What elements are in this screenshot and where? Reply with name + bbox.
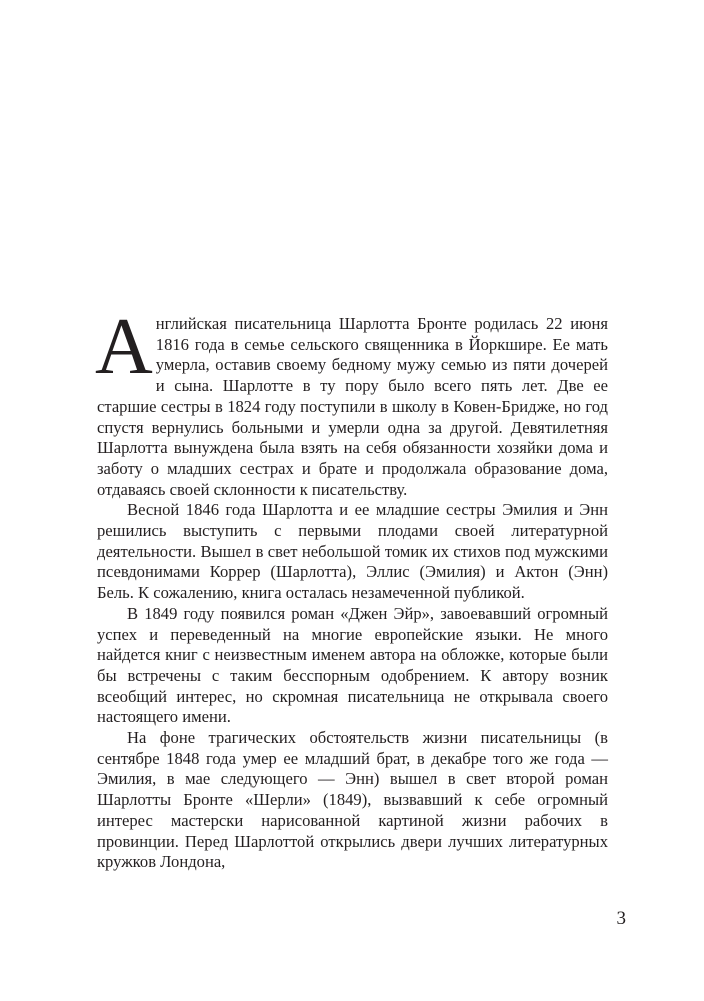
paragraph-1	[95, 303, 608, 500]
paragraph-2: Весной 1846 года Шарлотта и ее младшие сестры Эмилия и Энн решились выступить с первыми плодами своей литературной деятельности. Вышел в свет небольшой томик их стихов под мужскими псевдонимами Коррер (Шарлотта), Эллис (Эмилия) и Актон (Энн) Бель. К сожалению, книга осталась незамеченной публикой.	[97, 500, 608, 603]
page-number: 3	[616, 908, 626, 929]
paragraph-4: На фоне трагических обстоятельств жизни писательницы (в сентябре 1848 года умер ее младший брат, в декабре того же года — Эмилия, в мае следующего — Энн) вышел в свет второй роман Шарлотты Бронте «Шерли» (1849), вызвавший к себе огромный интерес мастерски нарисованной картиной жизни рабочих в провинции. Перед Шарлоттой открылись двери лучших литературных кружков Лондона,	[97, 728, 608, 872]
drop-cap-letter: А	[95, 303, 153, 391]
paragraph-3: В 1849 году появился роман «Джен Эйр», завоевавший огромный успех и переведенный на многие европейские языки. Не много найдется книг с неизвестным именем автора на обложке, которые были бы встречены с таким бесспорным одобрением. К автору возник всеобщий интерес, но скромная писательница не открывала своего настоящего имени.	[97, 603, 608, 727]
paragraph-1-text: нглийская писательница Шарлотта Бронте родилась 22 июня 1816 года в семье сельского священника в Йоркшире. Ее мать умерла, оставив своему бедному мужу семью из пяти дочерей и сына. Шарлотте в ту пору было всего пять лет. Две ее старшие сестры в 1824 году поступили в школу в Ковен-Бридже, но год спустя вернулись больными и умерли одна за другой. Девятилетняя Шарлотта вынуждена была взять на себя обязанности хозяйки дома и заботу о младших сестрах и брате и продолжала образование дома, отдаваясь своей склонности к писательству.	[97, 314, 608, 499]
article-body	[95, 303, 608, 873]
